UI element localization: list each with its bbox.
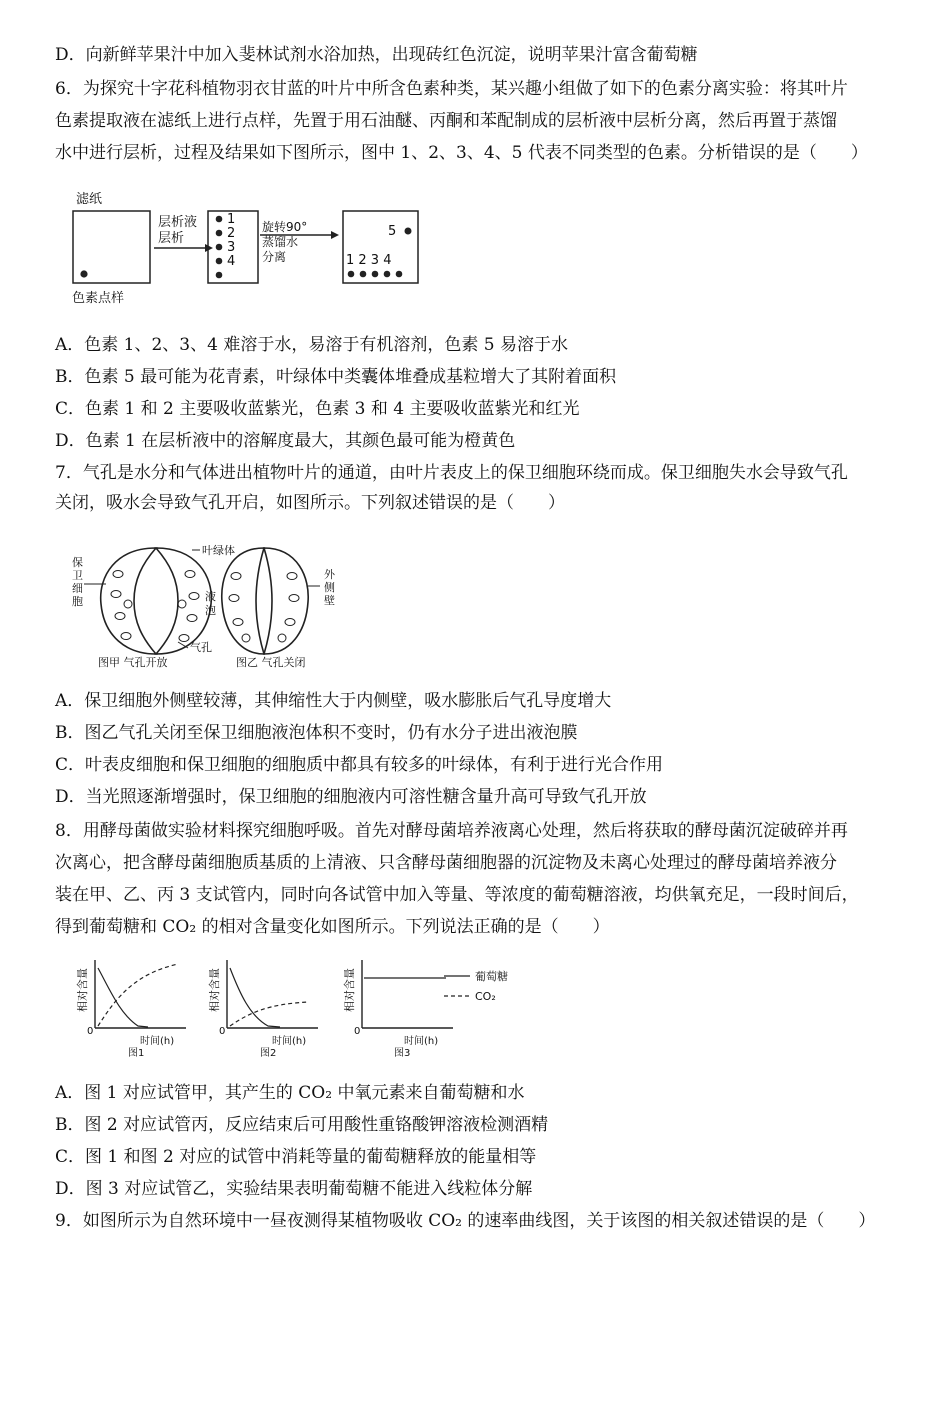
- graph1-glucose-curve: [98, 968, 148, 1027]
- graph3-origin: 0: [354, 1026, 361, 1037]
- outer-wall-label-3: 壁: [324, 594, 335, 607]
- option-8a: A．图 1 对应试管甲，其产生的 CO₂ 中氧元素来自葡萄糖和水: [55, 1083, 525, 1103]
- figure-stomata: [68, 538, 348, 670]
- step2-line1: 旋转90°: [262, 220, 308, 234]
- chloroplast: [189, 593, 199, 600]
- option-6b: B．色素 5 最可能为花青素，叶绿体中类囊体堆叠成基粒增大了其附着面积: [55, 367, 617, 387]
- chloroplast: [287, 573, 297, 580]
- vacuole-label-2: 泡: [205, 604, 216, 617]
- question-7-line-2: 关闭，吸水会导致气孔开启，如图所示。下列叙述错误的是（ ）: [55, 493, 565, 513]
- nucleus: [124, 600, 132, 608]
- chloroplast: [285, 619, 295, 626]
- question-6-line-1: 6．为探究十字花科植物羽衣甘蓝的叶片中所含色素种类，某兴趣小组做了如下的色素分离实验：将其叶片: [55, 79, 848, 99]
- chloroplast: [115, 613, 125, 620]
- graph1-caption: 图1: [128, 1048, 145, 1059]
- option-6c: C．色素 1 和 2 主要吸收蓝紫光，色素 3 和 4 主要吸收蓝紫光和红光: [55, 399, 580, 419]
- option-8d: D．图 3 对应试管乙，实验结果表明葡萄糖不能进入线粒体分解: [55, 1179, 533, 1199]
- band-num-4: 4: [227, 254, 236, 269]
- graph1-co2-curve: [98, 964, 178, 1026]
- option-7c: C．叶表皮细胞和保卫细胞的细胞质中都具有较多的叶绿体，有利于进行光合作用: [55, 755, 664, 775]
- nucleus: [278, 634, 286, 642]
- band-origin: [216, 272, 223, 279]
- graph2-glucose-curve: [230, 968, 280, 1027]
- guard-cell-left-closed: [222, 548, 264, 654]
- outer-wall-label-2: 侧: [324, 581, 335, 594]
- step1-line2: 层析: [158, 231, 185, 246]
- graph2-xlabel: 时间(h): [272, 1036, 307, 1047]
- stoma-label: 气孔: [190, 641, 212, 654]
- graph2-origin: 0: [219, 1026, 226, 1037]
- outer-wall-label-1: 外: [324, 568, 335, 581]
- pigment-1-4-labels: 1 2 3 4: [346, 253, 392, 268]
- vacuole-label-1: 液: [205, 590, 216, 603]
- question-9: 9．如图所示为自然环境中一昼夜测得某植物吸收 CO₂ 的速率曲线图，关于该图的相关叙述错误的是（ ）: [55, 1211, 876, 1231]
- option-8b: B．图 2 对应试管丙，反应结束后可用酸性重铬酸钾溶液检测酒精: [55, 1115, 549, 1135]
- chloroplast: [231, 573, 241, 580]
- question-8-line-4: 得到葡萄糖和 CO₂ 的相对含量变化如图所示。下列说法正确的是（ ）: [55, 917, 610, 937]
- chloroplast: [187, 615, 197, 622]
- stoma-pointer: [178, 642, 188, 648]
- step2-line3: 分离: [262, 250, 287, 264]
- graph2-ylabel: 相对含量: [208, 968, 221, 1012]
- step1-line1: 层析液: [158, 215, 198, 230]
- band-num-1: 1: [227, 212, 236, 227]
- band-2: [216, 230, 223, 237]
- filter-paper-final: [343, 211, 418, 283]
- chloroplast: [185, 571, 195, 578]
- chloroplast: [111, 591, 121, 598]
- graph3-caption: 图3: [394, 1048, 411, 1059]
- graph1-origin: 0: [87, 1026, 94, 1037]
- question-8-line-2: 次离心，把含酵母菌细胞质基质的上清液、只含酵母菌细胞器的沉淀物及未离心处理过的酵母菌培养液分: [55, 853, 837, 873]
- pigment-5-spot: [405, 228, 412, 235]
- step2-line2: 蒸馏水: [262, 235, 299, 249]
- option-7b: B．图乙气孔关闭至保卫细胞液泡体积不变时，仍有水分子进出液泡膜: [55, 723, 578, 743]
- origin-spot: [396, 271, 403, 278]
- guard-cell-label-1: 保: [72, 556, 83, 569]
- graph2-caption: 图2: [260, 1048, 277, 1059]
- option-7d: D．当光照逐渐增强时，保卫细胞的细胞液内可溶性糖含量升高可导致气孔开放: [55, 787, 647, 807]
- band-num-2: 2: [227, 226, 236, 241]
- filter-paper-label: 滤纸: [76, 192, 103, 207]
- pigment-3-spot: [372, 271, 379, 278]
- graph3-xlabel: 时间(h): [404, 1036, 439, 1047]
- guard-cell-label-3: 细: [72, 582, 83, 595]
- graph2-co2-curve: [230, 1002, 308, 1026]
- legend-glucose-label: 葡萄糖: [475, 970, 508, 983]
- guard-cell-label-2: 卫: [72, 569, 83, 582]
- option-5d: D．向新鲜苹果汁中加入斐林试剂水浴加热，出现砖红色沉淀，说明苹果汁富含葡萄糖: [55, 45, 698, 65]
- sample-spot: [80, 270, 87, 277]
- chloroplast: [233, 619, 243, 626]
- guard-cell-label-4: 胞: [72, 595, 83, 608]
- guard-cell-left-open: [101, 548, 156, 654]
- figure-respiration-graphs: [68, 950, 538, 1062]
- option-6a: A．色素 1、2、3、4 难溶于水，易溶于有机溶剂，色素 5 易溶于水: [55, 335, 568, 355]
- nucleus: [242, 634, 250, 642]
- arrow-2-head: [331, 231, 339, 239]
- question-8-line-1: 8．用酵母菌做实验材料探究细胞呼吸。首先对酵母菌培养液离心处理，然后将获取的酵母菌沉淀破碎并再: [55, 821, 848, 841]
- graph1-ylabel: 相对含量: [76, 968, 89, 1012]
- chloroplast: [289, 595, 299, 602]
- question-6-line-3: 水中进行层析，过程及结果如下图所示，图中 1、2、3、4、5 代表不同类型的色素。分析错误的是（ ）: [55, 143, 868, 163]
- pigment-1-spot: [348, 271, 355, 278]
- chloroplast: [121, 633, 131, 640]
- arrow-1-head: [205, 244, 213, 252]
- band-3: [216, 244, 223, 251]
- nucleus: [178, 600, 186, 608]
- band-num-3: 3: [227, 240, 236, 255]
- option-7a: A．保卫细胞外侧壁较薄，其伸缩性大于内侧壁，吸水膨胀后气孔导度增大: [55, 691, 612, 711]
- graph1-xlabel: 时间(h): [140, 1036, 175, 1047]
- pigment-2-spot: [360, 271, 367, 278]
- figure-chromatography: [68, 186, 428, 310]
- band-4: [216, 258, 223, 265]
- spot-label: 色素点样: [72, 291, 125, 306]
- chloroplast: [229, 595, 239, 602]
- chloroplast: [113, 571, 123, 578]
- pigment-4-spot: [384, 271, 391, 278]
- caption-open: 图甲 气孔开放: [98, 656, 168, 669]
- question-7-line-1: 7．气孔是水分和气体进出植物叶片的通道，由叶片表皮上的保卫细胞环绕而成。保卫细胞失水会导致气孔: [55, 463, 848, 483]
- band-1: [216, 216, 223, 223]
- legend-co2-label: CO₂: [475, 990, 496, 1003]
- caption-closed: 图乙 气孔关闭: [236, 656, 306, 669]
- question-6-line-2: 色素提取液在滤纸上进行点样，先置于用石油醚、丙酮和苯配制成的层析液中层析分离，然后再置于蒸馏: [55, 111, 837, 131]
- option-8c: C．图 1 和图 2 对应的试管中消耗等量的葡萄糖释放的能量相等: [55, 1147, 537, 1167]
- chloroplast-label: 叶绿体: [202, 544, 235, 557]
- guard-cell-right-open: [156, 548, 211, 654]
- option-6d: D．色素 1 在层析液中的溶解度最大，其颜色最可能为橙黄色: [55, 431, 516, 451]
- question-8-line-3: 装在甲、乙、丙 3 支试管内，同时向各试管中加入等量、等浓度的葡萄糖溶液，均供氧充足，一段时间后，: [55, 885, 859, 905]
- pigment-5-label: 5: [388, 224, 397, 239]
- chloroplast: [179, 635, 189, 642]
- graph3-ylabel: 相对含量: [343, 968, 356, 1012]
